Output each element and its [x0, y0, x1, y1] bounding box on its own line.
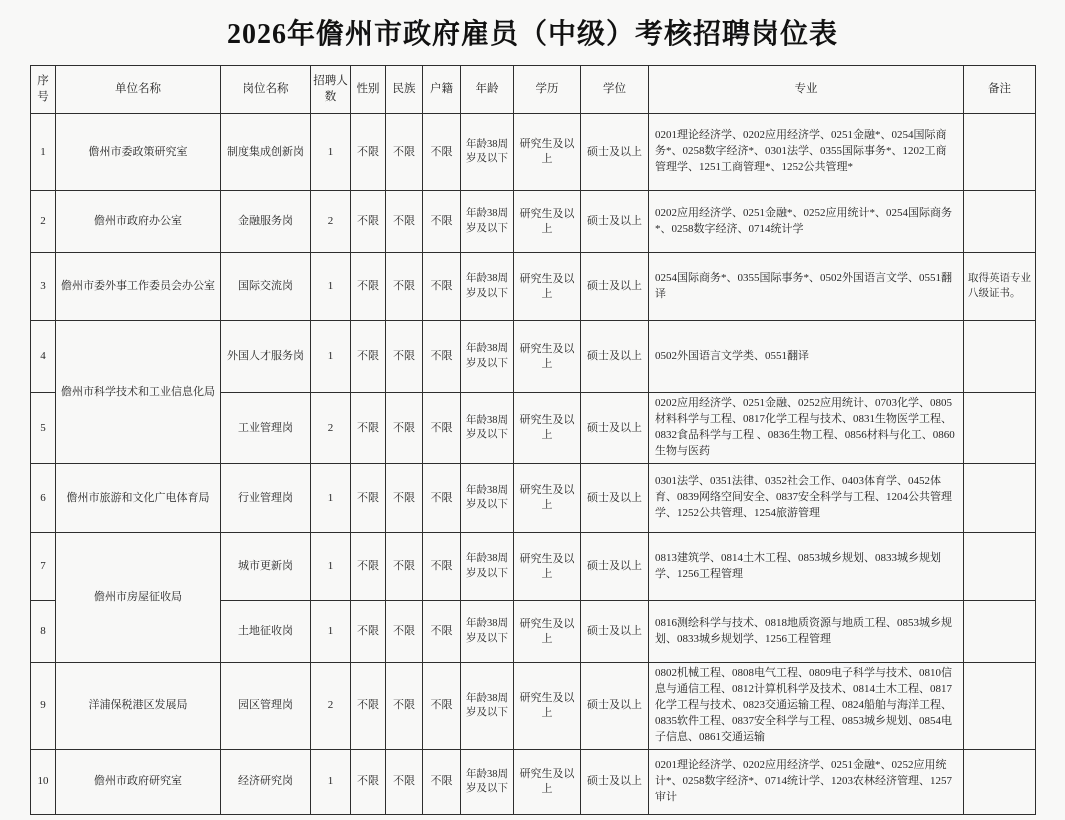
cell-remark — [964, 321, 1036, 393]
cell-degree: 硕士及以上 — [581, 114, 649, 191]
cell-age: 年龄38周岁及以下 — [461, 191, 514, 253]
cell-remark — [964, 191, 1036, 253]
cell-no: 7 — [31, 533, 56, 601]
cell-position: 制度集成创新岗 — [221, 114, 311, 191]
column-header-no: 序号 — [31, 66, 56, 114]
cell-unit: 儋州市政府办公室 — [56, 191, 221, 253]
column-header-unit: 单位名称 — [56, 66, 221, 114]
cell-count: 1 — [311, 601, 351, 663]
cell-education: 研究生及以上 — [514, 464, 581, 533]
table-row — [31, 464, 1036, 533]
cell-ethnicity: 不限 — [386, 191, 423, 253]
cell-major: 0201理论经济学、0202应用经济学、0251金融*、0252应用统计*、0258数字经济*、0714统计学、1203农林经济管理、1257审计 — [649, 749, 964, 814]
column-header-age: 年龄 — [461, 66, 514, 114]
cell-count: 1 — [311, 114, 351, 191]
cell-major: 0202应用经济学、0251金融、0252应用统计、0703化学、0805材料科学与工程、0817化学工程与技术、0831生物医学工程、0832食品科学与工程 、0836生物工程、0856材料与化工、0860生物与医药 — [649, 393, 964, 464]
cell-no: 6 — [31, 464, 56, 533]
cell-age: 年龄38周岁及以下 — [461, 464, 514, 533]
cell-position: 土地征收岗 — [221, 601, 311, 663]
cell-education: 研究生及以上 — [514, 601, 581, 663]
cell-education: 研究生及以上 — [514, 533, 581, 601]
cell-education: 研究生及以上 — [514, 663, 581, 750]
cell-count: 2 — [311, 663, 351, 750]
column-header-education: 学历 — [514, 66, 581, 114]
cell-unit: 儋州市旅游和文化广电体育局 — [56, 464, 221, 533]
cell-degree: 硕士及以上 — [581, 663, 649, 750]
cell-major: 0201理论经济学、0202应用经济学、0251金融*、0254国际商务*、0258数字经济*、0301法学、0355国际事务*、1202工商管理学、1251工商管理*、1252公共管理* — [649, 114, 964, 191]
cell-no: 5 — [31, 393, 56, 464]
table-row — [31, 749, 1036, 814]
cell-ethnicity: 不限 — [386, 749, 423, 814]
cell-gender: 不限 — [351, 253, 386, 321]
cell-age: 年龄38周岁及以下 — [461, 663, 514, 750]
table-row — [31, 253, 1036, 321]
cell-household: 不限 — [423, 253, 461, 321]
cell-major: 0254国际商务*、0355国际事务*、0502外国语言文学、0551翻译 — [649, 253, 964, 321]
cell-unit: 儋州市政府研究室 — [56, 749, 221, 814]
cell-age: 年龄38周岁及以下 — [461, 601, 514, 663]
cell-major: 0813建筑学、0814土木工程、0853城乡规划、0833城乡规划学、1256工程管理 — [649, 533, 964, 601]
cell-degree: 硕士及以上 — [581, 749, 649, 814]
cell-ethnicity: 不限 — [386, 393, 423, 464]
cell-unit: 儋州市委外事工作委员会办公室 — [56, 253, 221, 321]
cell-household: 不限 — [423, 601, 461, 663]
cell-position: 金融服务岗 — [221, 191, 311, 253]
cell-education: 研究生及以上 — [514, 321, 581, 393]
table-row — [31, 663, 1036, 750]
cell-gender: 不限 — [351, 114, 386, 191]
cell-degree: 硕士及以上 — [581, 533, 649, 601]
cell-degree: 硕士及以上 — [581, 601, 649, 663]
cell-household: 不限 — [423, 393, 461, 464]
column-header-major: 专业 — [649, 66, 964, 114]
cell-age: 年龄38周岁及以下 — [461, 253, 514, 321]
cell-no: 1 — [31, 114, 56, 191]
cell-position: 行业管理岗 — [221, 464, 311, 533]
cell-age: 年龄38周岁及以下 — [461, 393, 514, 464]
cell-no: 10 — [31, 749, 56, 814]
cell-position: 园区管理岗 — [221, 663, 311, 750]
cell-remark — [964, 601, 1036, 663]
cell-no: 3 — [31, 253, 56, 321]
cell-degree: 硕士及以上 — [581, 393, 649, 464]
cell-household: 不限 — [423, 321, 461, 393]
cell-ethnicity: 不限 — [386, 114, 423, 191]
cell-gender: 不限 — [351, 601, 386, 663]
cell-count: 1 — [311, 533, 351, 601]
cell-gender: 不限 — [351, 191, 386, 253]
cell-no: 9 — [31, 663, 56, 750]
table-row — [31, 191, 1036, 253]
cell-no: 8 — [31, 601, 56, 663]
table-row — [31, 533, 1036, 601]
cell-degree: 硕士及以上 — [581, 253, 649, 321]
cell-age: 年龄38周岁及以下 — [461, 114, 514, 191]
cell-major: 0301法学、0351法律、0352社会工作、0403体育学、0452体育、0839网络空间安全、0837安全科学与工程、1204公共管理学、1252公共管理、1254旅游管理 — [649, 464, 964, 533]
cell-position: 工业管理岗 — [221, 393, 311, 464]
cell-gender: 不限 — [351, 749, 386, 814]
cell-unit: 儋州市委政策研究室 — [56, 114, 221, 191]
cell-ethnicity: 不限 — [386, 253, 423, 321]
cell-degree: 硕士及以上 — [581, 464, 649, 533]
cell-remark — [964, 464, 1036, 533]
cell-count: 2 — [311, 393, 351, 464]
cell-count: 1 — [311, 749, 351, 814]
cell-major: 0202应用经济学、0251金融*、0252应用统计*、0254国际商务*、0258数字经济、0714统计学 — [649, 191, 964, 253]
column-header-household: 户籍 — [423, 66, 461, 114]
cell-unit: 儋州市科学技术和工业信息化局 — [56, 321, 221, 464]
cell-education: 研究生及以上 — [514, 114, 581, 191]
cell-household: 不限 — [423, 114, 461, 191]
cell-gender: 不限 — [351, 321, 386, 393]
cell-no: 2 — [31, 191, 56, 253]
cell-no: 4 — [31, 321, 56, 393]
column-header-position: 岗位名称 — [221, 66, 311, 114]
cell-count: 1 — [311, 464, 351, 533]
cell-remark — [964, 749, 1036, 814]
column-header-ethnicity: 民族 — [386, 66, 423, 114]
cell-remark — [964, 114, 1036, 191]
cell-household: 不限 — [423, 191, 461, 253]
cell-count: 2 — [311, 191, 351, 253]
cell-position: 外国人才服务岗 — [221, 321, 311, 393]
cell-degree: 硕士及以上 — [581, 191, 649, 253]
table-row — [31, 114, 1036, 191]
recruitment-positions-table — [30, 65, 1036, 815]
cell-position: 城市更新岗 — [221, 533, 311, 601]
cell-education: 研究生及以上 — [514, 393, 581, 464]
cell-position: 国际交流岗 — [221, 253, 311, 321]
cell-unit: 洋浦保税港区发展局 — [56, 663, 221, 750]
cell-remark — [964, 533, 1036, 601]
column-header-count: 招聘人数 — [311, 66, 351, 114]
cell-ethnicity: 不限 — [386, 663, 423, 750]
table-header-row — [31, 66, 1036, 114]
cell-remark — [964, 393, 1036, 464]
cell-household: 不限 — [423, 749, 461, 814]
table-row — [31, 321, 1036, 393]
cell-education: 研究生及以上 — [514, 253, 581, 321]
cell-age: 年龄38周岁及以下 — [461, 749, 514, 814]
column-header-remark: 备注 — [964, 66, 1036, 114]
cell-major: 0502外国语言文学类、0551翻译 — [649, 321, 964, 393]
cell-household: 不限 — [423, 533, 461, 601]
cell-household: 不限 — [423, 464, 461, 533]
cell-degree: 硕士及以上 — [581, 321, 649, 393]
cell-gender: 不限 — [351, 533, 386, 601]
cell-major: 0802机械工程、0808电气工程、0809电子科学与技术、0810信息与通信工程、0812计算机科学及技术、0814土木工程、0817化学工程与技术、0823交通运输工程、0824船舶与海洋工程、0835软件工程、0837安全科学与工程、0853城乡规划、0854电子信息、0861交通运输 — [649, 663, 964, 750]
cell-count: 1 — [311, 321, 351, 393]
cell-household: 不限 — [423, 663, 461, 750]
page-title: 2026年儋州市政府雇员（中级）考核招聘岗位表 — [226, 19, 838, 50]
cell-age: 年龄38周岁及以下 — [461, 533, 514, 601]
cell-ethnicity: 不限 — [386, 533, 423, 601]
cell-gender: 不限 — [351, 663, 386, 750]
column-header-degree: 学位 — [581, 66, 649, 114]
cell-ethnicity: 不限 — [386, 464, 423, 533]
cell-ethnicity: 不限 — [386, 601, 423, 663]
cell-ethnicity: 不限 — [386, 321, 423, 393]
cell-age: 年龄38周岁及以下 — [461, 321, 514, 393]
cell-unit: 儋州市房屋征收局 — [56, 533, 221, 663]
cell-education: 研究生及以上 — [514, 191, 581, 253]
cell-major: 0816测绘科学与技术、0818地质资源与地质工程、0853城乡规划、0833城乡规划学、1256工程管理 — [649, 601, 964, 663]
cell-position: 经济研究岗 — [221, 749, 311, 814]
cell-gender: 不限 — [351, 464, 386, 533]
cell-gender: 不限 — [351, 393, 386, 464]
cell-count: 1 — [311, 253, 351, 321]
cell-education: 研究生及以上 — [514, 749, 581, 814]
cell-remark: 取得英语专业八级证书。 — [964, 253, 1036, 321]
column-header-gender: 性别 — [351, 66, 386, 114]
cell-remark — [964, 663, 1036, 750]
